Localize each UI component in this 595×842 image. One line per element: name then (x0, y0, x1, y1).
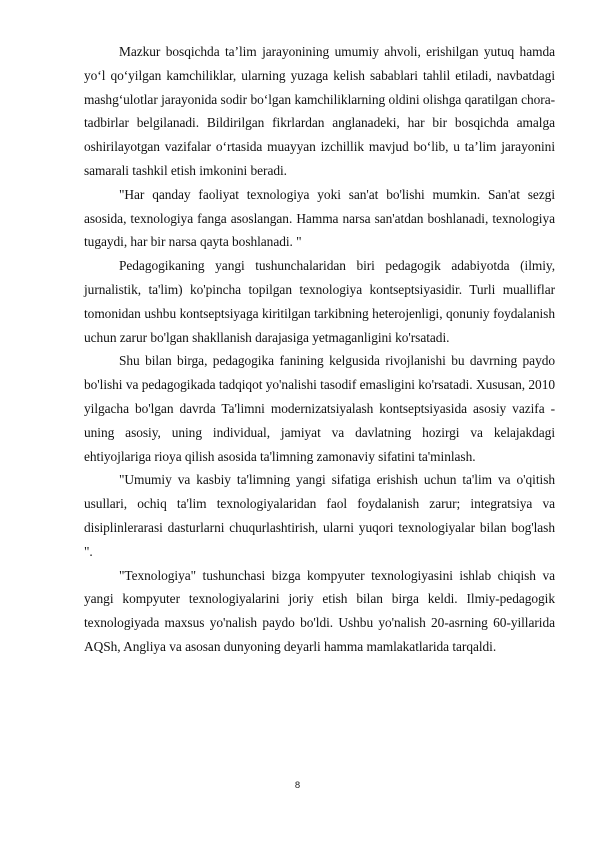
paragraph-4: Shu bilan birga, pedagogika fanining kelgusida rivojlanishi bu davrning paydo bo'lishi va pedagogikada tadqiqot yo'nalishi tasodif emasligini ko'rsatadi. Xususan, 2010 yilgacha bo'lgan davrda Ta'limni modernizatsiyalash kontseptsiyasida asosiy vazifa - uning asosiy, uning individual, jamiyat va davlatning hozirgi va kelajakdagi ehtiyojlariga rioya qilish asosida ta'limning zamonaviy sifatini ta'minlash. (84, 353, 555, 464)
page-number: 8 (294, 780, 301, 791)
paragraph-6: "Texnologiya" tushunchasi bizga kompyuter texnologiyasini ishlab chiqish va yangi kompyuter texnologiyalarini joriy etish bilan birga keldi. Ilmiy-pedagogik texnologiyada maxsus yo'nalish paydo bo'ldi. Ushbu yo'nalish 20-asrning 60-yillarida AQSh, Angliya va asosan dunyoning deyarli hamma mamlakatlarida tarqaldi. (84, 567, 555, 654)
paragraph-5: "Umumiy va kasbiy ta'limning yangi sifatiga erishish uchun ta'lim va o'qitish usullari, ochiq ta'lim texnologiyalaridan faol foydalanish zarur; integratsiya va disiplinlerarasi dasturlarni chuqurlashtirish, ularni yuqori texnologiyalar bilan bog'lash ". (84, 472, 555, 559)
document-body (84, 40, 555, 659)
paragraph-1: Mazkur bosqichda ta’lim jarayonining umumiy ahvoli, erishilgan yutuq hamda yo‘l qo‘yilgan kamchiliklar, ularning yuzaga kelish sabablari tahlil etiladi, navbatdagi mashg‘ulotlar jarayonida sodir bo‘lgan kamchiliklarning oldini olishga qaratilgan chora-tadbirlar belgilanadi. Bildirilgan fikrlardan anglanadeki, har bir bosqichda amalga oshirilayotgan vazifalar o‘rtasida muayyan izchillik mavjud bo‘lib, u ta’lim jarayonini samarali tashkil etish imkonini beradi. (84, 44, 555, 178)
paragraph-2: "Har qanday faoliyat texnologiya yoki san'at bo'lishi mumkin. San'at sezgi asosida, texnologiya fanga asoslangan. Hamma narsa san'atdan boshlanadi, texnologiya tugaydi, har bir narsa qayta boshlanadi. " (84, 186, 555, 250)
paragraph-3: Pedagogikaning yangi tushunchalaridan biri pedagogik adabiyotda (ilmiy, jurnalistik, ta'lim) ko'pincha topilgan texnologiya kontseptsiyasidir. Turli mualliflar tomonidan ushbu kontseptsiyaga kiritilgan tarkibning heterojenligi, qonuniy foydalanish uchun zarur bo'lgan shakllanish darajasiga yetmaganligini ko'rsatadi. (84, 258, 555, 345)
